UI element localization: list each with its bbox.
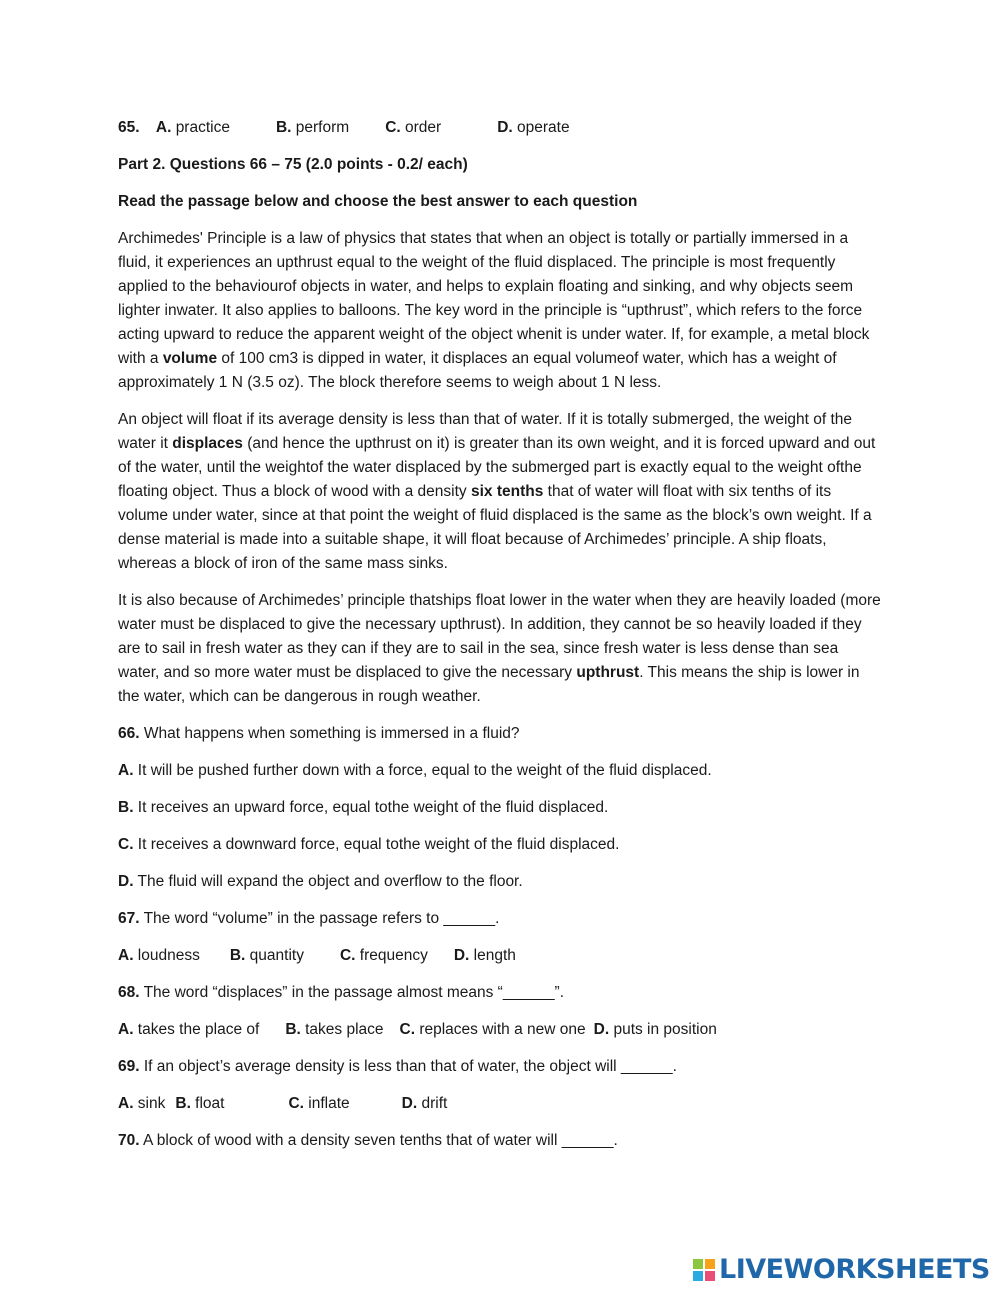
- worksheet-page: [118, 116, 882, 1166]
- option-b: takes place: [300, 1021, 384, 1038]
- option-d: puts in position: [609, 1021, 717, 1038]
- passage-paragraph-2: An object will float if its average density is less than that of water. If it is totally submerged, the weight of the water it displaces (and hence the upthrust on it) is greater than its own weight, and it is forced upward and out of the water, until the weightof the water displaced by the submerged part is exactly equal to the weight ofthe floating object. Thus a block of wood with a density six tenths that of water will float with six tenths of its volume under water, since at that point the weight of fluid displaced is the same as the block’s own weight. If a dense material is made into a suitable shape, it will float because of Archimedes’ principle. A ship floats, whereas a block of iron of the same mass sinks.: [118, 411, 876, 572]
- option-b: perform: [295, 119, 350, 136]
- option-d: drift: [417, 1095, 448, 1112]
- option-a: sink: [133, 1095, 166, 1112]
- option-a: A. It will be pushed further down with a force, equal to the weight of the fluid displaced.: [118, 762, 712, 779]
- question-70: 70. A block of wood with a density seven tenths that of water will ______.: [118, 1132, 618, 1149]
- option-b: float: [190, 1095, 225, 1112]
- option-d: D. The fluid will expand the object and overflow to the floor.: [118, 873, 523, 890]
- question-67-options: A. loudness B. quantity C. frequency D. length: [118, 947, 516, 964]
- logo-block: [693, 1271, 703, 1281]
- logo-text: LIVEWORKSHEETS: [719, 1254, 990, 1285]
- logo-block: [693, 1259, 703, 1269]
- instruction: Read the passage below and choose the best answer to each question: [118, 193, 638, 210]
- question-69: 69. If an object’s average density is less than that of water, the object will ______.: [118, 1058, 677, 1075]
- passage-paragraph-3: It is also because of Archimedes’ principle thatships float lower in the water when they are heavily loaded (more water must be displaced to give the necessary upthrust). In addition, they cannot be so heavily loaded if they are to sail in fresh water as they can if they are to sail in the sea, since fresh water is less dense than sea water, and so more water must be displaced to give the necessary upthrust. This means the ship is lower in the water, which can be dangerous in rough weather.: [118, 592, 881, 705]
- question-68: 68. The word “displaces” in the passage almost means “______”.: [118, 984, 565, 1001]
- option-c: frequency: [355, 947, 428, 964]
- logo-block: [705, 1271, 715, 1281]
- option-a: takes the place of: [133, 1021, 260, 1038]
- option-c: replaces with a new one: [415, 1021, 586, 1038]
- question-65: 65. A. practice B. perform C. order D. operate: [118, 119, 570, 136]
- option-b: quantity: [245, 947, 304, 964]
- option-c: inflate: [303, 1095, 350, 1112]
- question-66: 66. What happens when something is immersed in a fluid?: [118, 725, 520, 742]
- option-c: order: [405, 119, 442, 136]
- logo-blocks-icon: [693, 1259, 715, 1281]
- part-heading: Part 2. Questions 66 – 75 (2.0 points - 0.2/ each): [118, 156, 468, 173]
- question-67: 67. The word “volume” in the passage refers to ______.: [118, 910, 500, 927]
- question-number: 65.: [118, 119, 140, 136]
- liveworksheets-logo: [693, 1253, 990, 1287]
- question-69-options: A. sink B. float C. inflate D. drift: [118, 1095, 448, 1112]
- logo-block: [705, 1259, 715, 1269]
- option-a: loudness: [133, 947, 200, 964]
- option-d: length: [469, 947, 516, 964]
- question-68-options: A. takes the place of B. takes place C. replaces with a new one D. puts in position: [118, 1021, 717, 1038]
- option-d: operate: [517, 119, 570, 136]
- option-a: practice: [175, 119, 230, 136]
- option-b: B. It receives an upward force, equal tothe weight of the fluid displaced.: [118, 799, 609, 816]
- option-c: C. It receives a downward force, equal tothe weight of the fluid displaced.: [118, 836, 620, 853]
- passage-paragraph-1: Archimedes' Principle is a law of physics that states that when an object is totally or partially immersed in a fluid, it experiences an upthrust equal to the weight of the fluid displaced. The principle is most frequently applied to the behaviourof objects in water, and helps to explain floating and sinking, and why objects seem lighter inwater. It also applies to balloons. The key word in the principle is “upthrust”, which refers to the force acting upward to reduce the apparent weight of the object whenit is under water. If, for example, a metal block with a volume of 100 cm3 is dipped in water, it displaces an equal volumeof water, which has a weight of approximately 1 N (3.5 oz). The block therefore seems to weigh about 1 N less.: [118, 230, 870, 391]
